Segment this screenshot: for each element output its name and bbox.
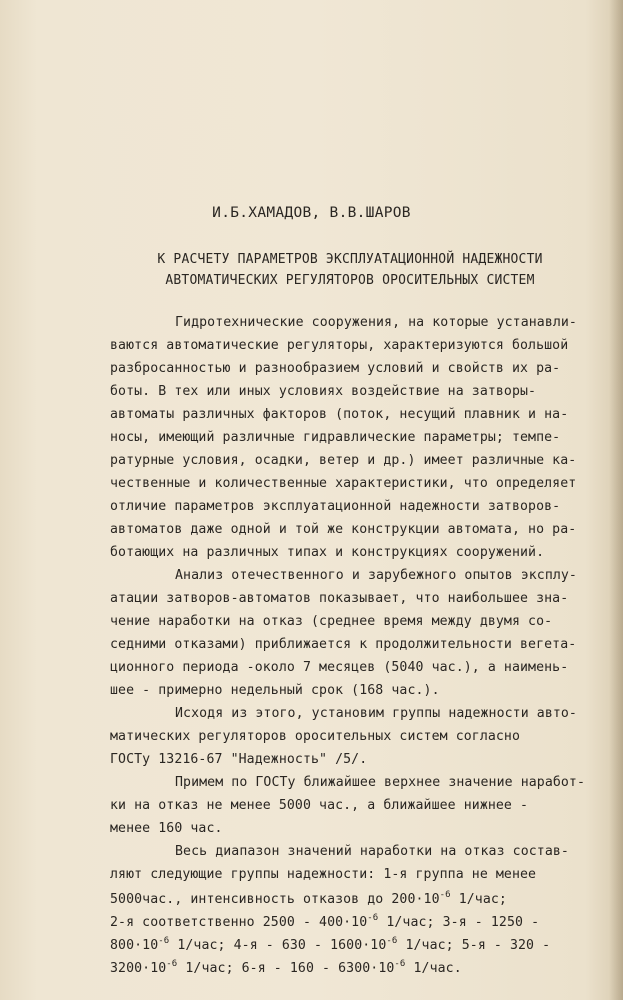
text-line: автоматы различных факторов (поток, несущий плавник и на- xyxy=(110,407,569,422)
text-line: ки на отказ не менее 5000 час., а ближайшее нижнее - xyxy=(110,798,529,813)
text-span: 5000час., интенсивность отказов до 200·10 xyxy=(110,892,440,907)
text-line: матических регуляторов оросительных систем согласно xyxy=(110,729,521,744)
text-line: Весь диапазон значений наработки на отказ состав- xyxy=(175,844,569,859)
exponent: -6 xyxy=(386,936,398,946)
text-line: чественные и количественные характеристики, что определяет xyxy=(110,476,577,491)
text-line: отличие параметров эксплуатационной надежности затворов- xyxy=(110,499,561,514)
text-line: Исходя из этого, установим группы надежности авто- xyxy=(175,706,577,721)
text-line: ляют следующие группы надежности: 1-я группа не менее xyxy=(110,867,537,882)
text-line: шее - примерно недельный срок (168 час.). xyxy=(110,683,440,698)
authors-line: И.Б.ХАМАДОВ, В.В.ШАРОВ xyxy=(212,205,411,221)
text-line: Анализ отечественного и зарубежного опытов эксплу- xyxy=(175,568,577,583)
exponent: -6 xyxy=(394,959,406,969)
text-span: 3200·10 xyxy=(110,961,167,976)
text-span: 1/час; 4-я - 630 - 1600·10 xyxy=(169,938,387,953)
text-line: Примем по ГОСТу ближайшее верхнее значение наработ- xyxy=(175,775,586,790)
text-line: ратурные условия, осадки, ветер и др.) имеет различные ка- xyxy=(110,453,577,468)
text-span: 1/час; 5-я - 320 - xyxy=(397,938,551,953)
exponent: -6 xyxy=(367,913,379,923)
exponent: -6 xyxy=(158,936,170,946)
text-line xyxy=(110,936,550,953)
title-line: К РАСЧЕТУ ПАРАМЕТРОВ ЭКСПЛУАТАЦИОННОЙ НАДЕЖНОСТИ xyxy=(157,252,543,267)
text-line: ботающих на различных типах и конструкциях сооружений. xyxy=(110,545,545,560)
text-line xyxy=(110,913,539,930)
text-line xyxy=(110,959,462,976)
text-line: боты. В тех или иных условиях воздействие на затворы- xyxy=(110,384,537,399)
text-span: 1/час. xyxy=(405,961,462,976)
text-line: Гидротехнические сооружения, на которые устанавли- xyxy=(175,315,577,330)
text-line: ГОСТу 13216-67 "Надежность" /5/. xyxy=(110,752,368,767)
exponent: -6 xyxy=(439,890,451,900)
text-line: атации затворов-автоматов показывает, что наибольшее зна- xyxy=(110,591,569,606)
text-line: седними отказами) приближается к продолжительности вегета- xyxy=(110,637,577,652)
text-line xyxy=(110,890,507,907)
text-line: автоматов даже одной и той же конструкции автомата, но ра- xyxy=(110,522,577,537)
text-span: 1/час; 3-я - 1250 - xyxy=(378,915,540,930)
text-span: 1/час; xyxy=(450,892,507,907)
text-line: ционного периода -около 7 месяцев (5040 час.), а наимень- xyxy=(110,660,569,675)
text-span: 2-я соответственно 2500 - 400·10 xyxy=(110,915,368,930)
text-line: ваются автоматические регуляторы, характеризуются большой xyxy=(110,338,569,353)
text-line: разбросанностью и разнообразием условий и свойств их ра- xyxy=(110,361,561,376)
text-line: менее 160 час. xyxy=(110,821,223,836)
text-span: 1/час; 6-я - 160 - 6300·10 xyxy=(177,961,395,976)
text-span: 800·10 xyxy=(110,938,159,953)
text-line: чение наработки на отказ (среднее время между двумя со- xyxy=(110,614,553,629)
exponent: -6 xyxy=(166,959,178,969)
title-line: АВТОМАТИЧЕСКИХ РЕГУЛЯТОРОВ ОРОСИТЕЛЬНЫХ СИСТЕМ xyxy=(165,273,535,288)
text-line: носы, имеющий различные гидравлические параметры; темпе- xyxy=(110,430,561,445)
